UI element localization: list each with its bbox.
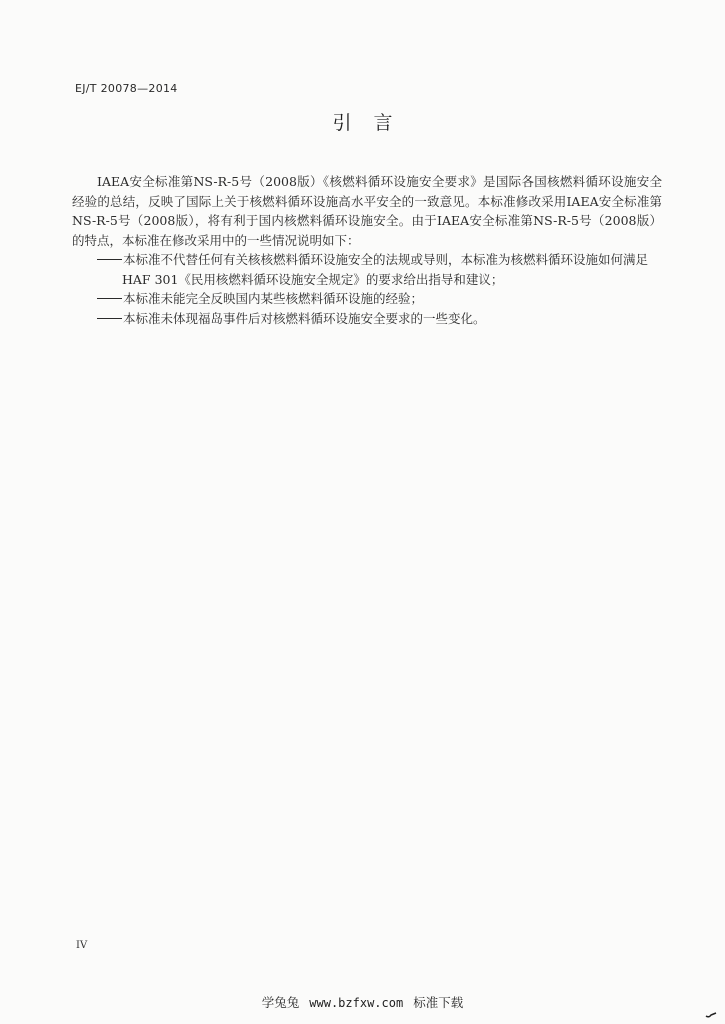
- em-dash-marker: [97, 298, 122, 299]
- list-item-text: 本标准未体现福岛事件后对核燃料循环设施安全要求的一些变化。: [123, 310, 486, 326]
- list-item-text: 本标准未能完全反映国内某些核燃料循环设施的经验；: [123, 291, 424, 306]
- body-text: [72, 172, 662, 328]
- page-number: IV: [76, 940, 88, 951]
- footer-label: 标准下载: [413, 995, 464, 1010]
- list-item: [97, 309, 662, 329]
- em-dash-marker: [97, 318, 122, 319]
- document-code: EJ/T 20078—2014: [75, 82, 178, 95]
- footer-watermark: [0, 993, 725, 1011]
- em-dash-marker: [97, 259, 122, 260]
- footer-brand: 学兔兔: [261, 995, 300, 1010]
- page-title: 引言: [332, 112, 415, 134]
- list-item: [97, 250, 662, 289]
- list-item: [97, 289, 662, 309]
- list-item-text: 本标准不代替任何有关核核燃料循环设施安全的法规或导则，本标准为核燃料循环设施如何满足HAF 301《民用核燃料循环设施安全规定》的要求给出指导和建议；: [122, 252, 649, 287]
- intro-paragraph: IAEA安全标准第NS-R-5号（2008版）《核燃料循环设施安全要求》是国际各国核燃料循环设施安全经验的总结，反映了国际上关于核燃料循环设施高水平安全的一致意见。本标准修改采用IAEA安全标准第NS-R-5号（2008版），将有利于国内核燃料循环设施安全。由于IAEA安全标准第NS-R-5号（2008版）的特点，本标准在修改采用中的一些情况说明如下：: [72, 174, 662, 248]
- footer-site-link[interactable]: www.bzfxw.com: [309, 996, 404, 1010]
- corner-mark-icon: [705, 1012, 717, 1018]
